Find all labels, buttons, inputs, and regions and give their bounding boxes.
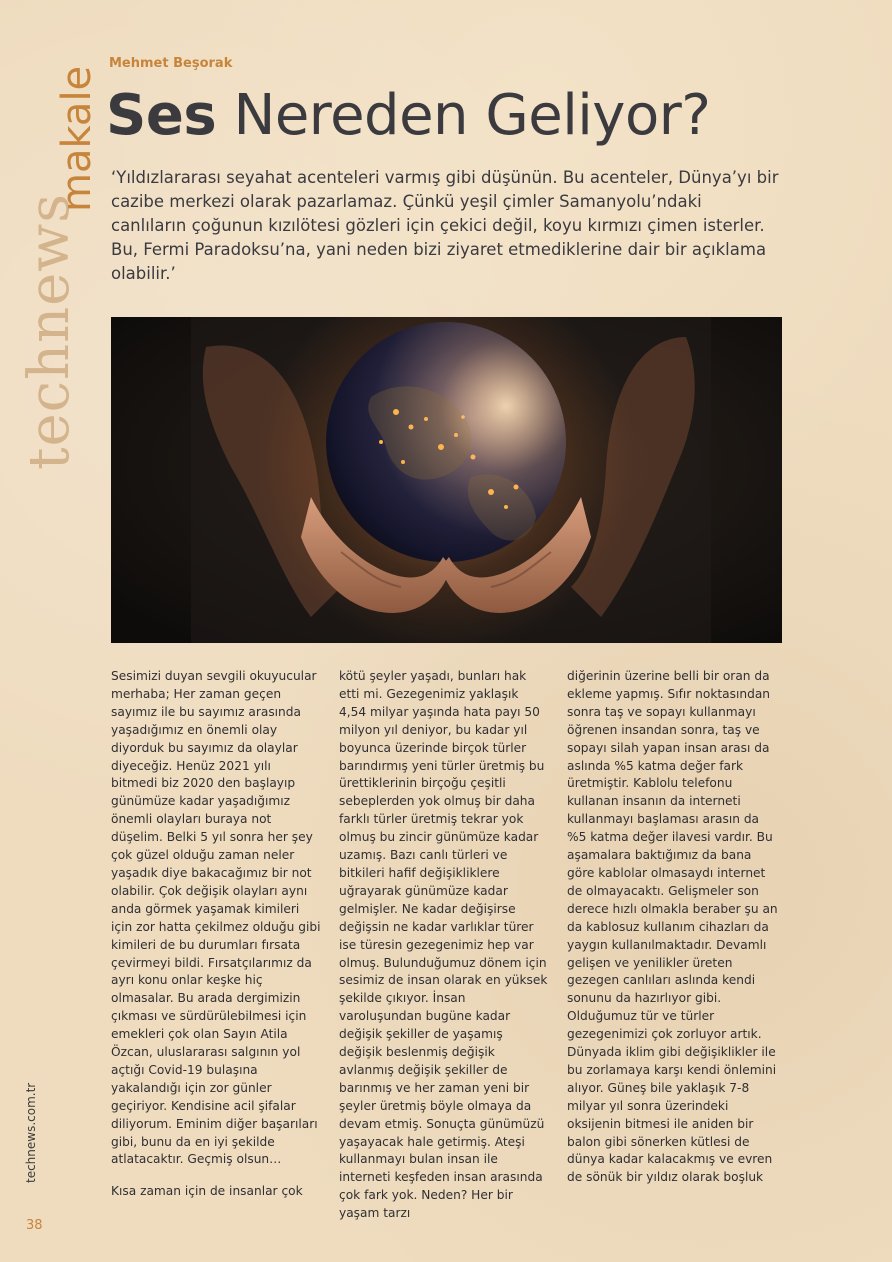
site-url: technews.com.tr	[24, 1082, 38, 1183]
section-label-wrapper	[54, 65, 100, 212]
column-2	[339, 668, 549, 1237]
article-body	[111, 668, 782, 1237]
hero-image	[111, 317, 782, 643]
column-1	[111, 668, 321, 1237]
author-name: Mehmet Beşorak	[109, 56, 233, 71]
page-number: 38	[26, 1218, 43, 1233]
article-title	[106, 80, 710, 152]
glowing-earth-in-hands-icon	[111, 317, 782, 643]
section-label: makale	[54, 65, 100, 212]
brand-vertical-logo	[17, 193, 82, 470]
paragraph: diğerinin üzerine belli bir oran da ekleme yapmış. Sıfır noktasından sonra taş ve sopayı kullanmayı öğrenen insandan sonra, taş ve sopayı silah yapan insan arası da aslında %5 katma değer fark üretmiştir. Kablolu telefonu kullanan insanın da interneti kullanmayı başlaması arasın da %5 katma değer ilavesi vardır. Bu aşamalara baktığımız da bana göre kablolar olmasaydı internet de olmayacaktı. Gelişmeler son derece hızlı olmakla beraber şu an da kablosuz kullanım cihazları da yaygın kullanılmaktadır. Devamlı gelişen ve yenilikler üreten gezegen canlıları aslında kendi sonunu da hazırlıyor gibi. Olduğumuz tür ve türler gezegenimizi çok zorluyor artık. Dünyada iklim gibi değişiklikler ile bu zorlamaya karşı kendi önlemini alıyor. Güneş bile yaklaşık 7-8 milyar yıl sonra üzerindeki oksijenin bitmesi ile aniden bir balon gibi sönerken kütlesi de dünya kadar kalacakmış ve evren de sönük bir yıldız olarak boşluk	[567, 669, 778, 1185]
column-3	[567, 668, 782, 1237]
paragraph: Sesimizi duyan sevgili okuyucular merhaba; Her zaman geçen sayımız ile bu sayımız arasında yaşadığımız en önemli olay diyorduk bu sayımız da olaylar diyeceğiz. Henüz 2021 yılı bitmedi biz 2020 den başlayıp günümüze kadar yaşadığımız önemli olayları buraya not düşelim. Belki 5 yıl sonra her şey çok güzel olduğu zaman neler yaşadık diye bakacağımız bir not olabilir. Çok değişik olayları aynı anda görmek yaşamak kimileri için zor hatta çekilmez olduğu gibi kimileri de bu durumları fırsata çevirmeyi bildi. Fırsatçılarımız da ayrı konu onlar keşke hiç olmasalar. Bu arada dergimizin çıkması ve sürdürülebilmesi için emekleri çok olan Sayın Atila Özcan, uluslararası salgının yol açtığı Covid-19 bulaşına yakalandığı için zor günler geçiriyor. Kendisine acil şifalar diliyorum. Eminim diğer başarıları gibi, bunu da en iyi şekilde atlatacaktır. Geçmiş olsun…	[111, 669, 321, 1167]
paragraph: Kısa zaman için de insanlar çok	[111, 1184, 303, 1199]
title-bold-part: Ses	[106, 83, 217, 148]
title-rest: Nereden Geliyor?	[216, 83, 711, 148]
lead-quote: ‘Yıldızlararası seyahat acenteleri varmış gibi düşünün. Bu acenteler, Dünya’yı bir cazibe merkezi olarak pazarlamaz. Çünkü yeşil çimler Samanyolu’ndaki canlıların çoğunun kızılötesi gözleri için çekici değil, koyu kırmızı çimen isterler. Bu, Fermi Paradoksu’na, yani neden bizi ziyaret etmediklerine dair bir açıklama olabilir.’	[111, 168, 779, 283]
brand-name: technews	[17, 193, 82, 470]
paragraph: kötü şeyler yaşadı, bunları hak etti mi. Gezegenimiz yaklaşık 4,54 milyar yaşında hata payı 50 milyon yıl deniyor, bu kadar yıl boyunca üzerinde birçok türler barındırmış yeni türler üretmiş bu ürettiklerinin birçoğu çeşitli sebeplerden yok olmuş bir daha farklı türler üretmiş tekrar yok olmuş bu zincir günümüze kadar uzamış. Bazı canlı türleri ve bitkileri hafif değişikliklere uğrayarak günümüze kadar gelmişler. Ne kadar değişirse değişsin ne kadar varlıklar türer ise türesin gezegenimiz hep var olmuş. Bulunduğumuz dönem için sesimiz de insan olarak en yüksek şekilde çıkıyor. İnsan varoluşundan bugüne kadar değişik şekiller de yaşamış değişik beslenmiş değişik avlanmış değişik şekiller de barınmış ve her zaman yeni bir şeyler üretmiş böyle olmaya da devam etmiş. Sonuçta günümüzü yaşayacak hale getirmiş. Ateşi kullanmayı bulan insan ile interneti keşfeden insan arasında çok fark yok. Neden? Her bir yaşam tarzı	[339, 669, 548, 1221]
